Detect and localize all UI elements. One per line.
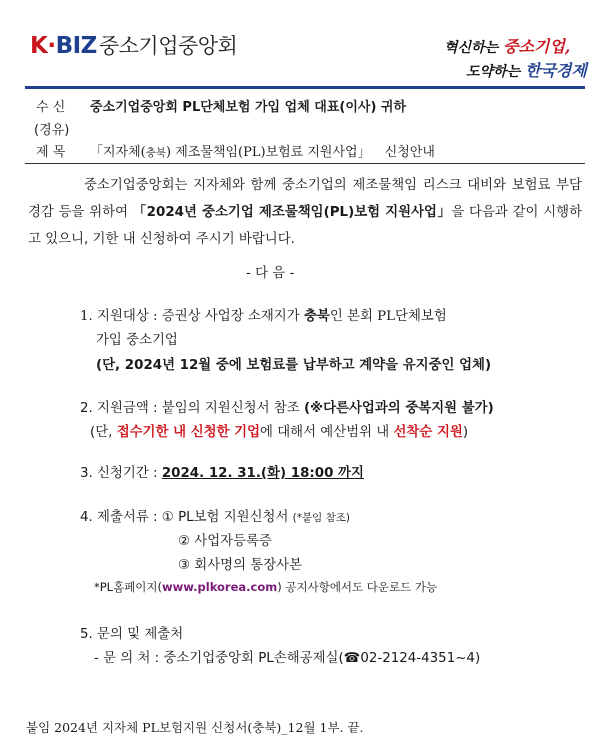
item-1-line-3: (단, 2024년 12월 중에 보험료를 납부하고 계약을 유지중인 업체)	[96, 358, 492, 373]
item-4-note-b: ) 공지사항에서도 다운로드 가능	[277, 580, 438, 594]
intro-text-2: 을 다음과 같이 시행하고 있으니, 기한 내 신청하여 주시기 바랍니다.	[28, 205, 583, 247]
item-4-note	[94, 579, 437, 595]
subject-part-2: ) 제조물책임(PL)보험료 지원사업」	[166, 145, 371, 160]
item-5-line-2: - 문 의 처 : 중소기업중앙회 PL손해공제실(☎02-2124-4351~4)	[94, 651, 481, 666]
intro-program-name: 「2024년 중소기업 제조물책임(PL)보험 지원사업」	[132, 205, 452, 220]
item-2-line-2	[90, 421, 468, 440]
slogan-line-1	[444, 34, 570, 57]
attachment-line: 붙임 2024년 지자체 PL보험지원 신청서(충북)_12월 1부. 끝.	[26, 720, 364, 735]
item-3-line	[80, 462, 364, 481]
item-3-number: 3.	[80, 466, 93, 481]
item-4-line-1	[80, 506, 350, 525]
item-1-line-1	[80, 305, 447, 324]
logo-biz: BIZ	[55, 33, 97, 59]
via-label: (경유)	[34, 123, 70, 138]
slogan-1a: 혁신하는	[444, 40, 503, 56]
item-4-line-2: ② 사업자등록증	[178, 534, 272, 549]
memo-divider	[25, 163, 585, 164]
item-3-label: 신청기간 :	[97, 466, 162, 481]
item-4-note-a: *PL홈페이지(	[94, 580, 163, 594]
slogan-2a: 도약하는	[466, 64, 525, 80]
logo-org-name: 중소기업중앙회	[98, 34, 238, 58]
subject-part-1: 「지자체(	[90, 145, 146, 160]
to-label: 수 신	[36, 100, 66, 115]
subject-value	[90, 141, 435, 160]
dagum-heading: - 다 음 -	[246, 266, 295, 281]
slogan-1b: 중소기업,	[502, 37, 571, 56]
plkorea-link[interactable]: www.plkorea.com	[162, 580, 278, 594]
header-divider	[25, 86, 585, 89]
item-2-red-1: 접수기한 내 신청한 기업	[116, 425, 261, 440]
item-5-number: 5.	[80, 627, 93, 642]
slogan-2b: 한국경제	[524, 61, 587, 80]
item-4-small-note: (*붙임 참조)	[292, 512, 351, 524]
item-2-paren-close: )	[462, 425, 469, 440]
item-1-region: 충북	[303, 308, 330, 324]
kbiz-logo	[30, 30, 237, 60]
logo-k: K	[30, 33, 48, 59]
item-2-number: 2.	[80, 401, 93, 416]
intro-paragraph	[28, 172, 582, 253]
logo-dash: ·	[47, 33, 56, 59]
item-5-line-1	[80, 623, 183, 642]
item-4-number: 4.	[80, 510, 93, 525]
to-value: 중소기업중앙회 PL단체보험 가입 업체 대표(이사) 귀하	[90, 100, 407, 115]
item-5-text: 문의 및 제출처	[97, 627, 184, 642]
intro-text-1: 중소기업중앙회는 지자체와 함께 중소기업의 제조물책임 리스크 대비와 보험료 부담 경감 등을 위하여	[28, 178, 582, 220]
item-1-number: 1.	[80, 309, 93, 324]
item-1-line-2: 가입 중소기업	[96, 333, 178, 348]
subject-label: 제 목	[36, 145, 66, 160]
subject-part-3: 신청안내	[384, 145, 435, 160]
item-2-text-a: 지원금액 : 붙임의 지원신청서 참조	[97, 401, 304, 416]
subject-part-small: 충북	[145, 147, 167, 159]
item-2-line-1	[80, 397, 494, 416]
item-3-deadline: 2024. 12. 31.(화) 18:00 까지	[161, 466, 364, 481]
item-2-text-b: 에 대해서 예산범위 내	[260, 425, 394, 440]
item-1-text-a: 지원대상 : 증권상 사업장 소재지가	[97, 309, 304, 324]
item-2-note: (※다른사업과의 중복지원 불가)	[303, 401, 494, 416]
item-4-line-3: ③ 회사명의 통장사본	[178, 558, 302, 573]
item-1-text-b: 인 본회 PL단체보험	[329, 309, 447, 324]
item-2-red-2: 선착순 지원	[393, 425, 463, 440]
slogan-line-2	[466, 58, 587, 81]
item-4-text-a: 제출서류 : ① PL보험 지원신청서	[97, 510, 293, 525]
item-2-paren-open: (단,	[90, 425, 117, 440]
